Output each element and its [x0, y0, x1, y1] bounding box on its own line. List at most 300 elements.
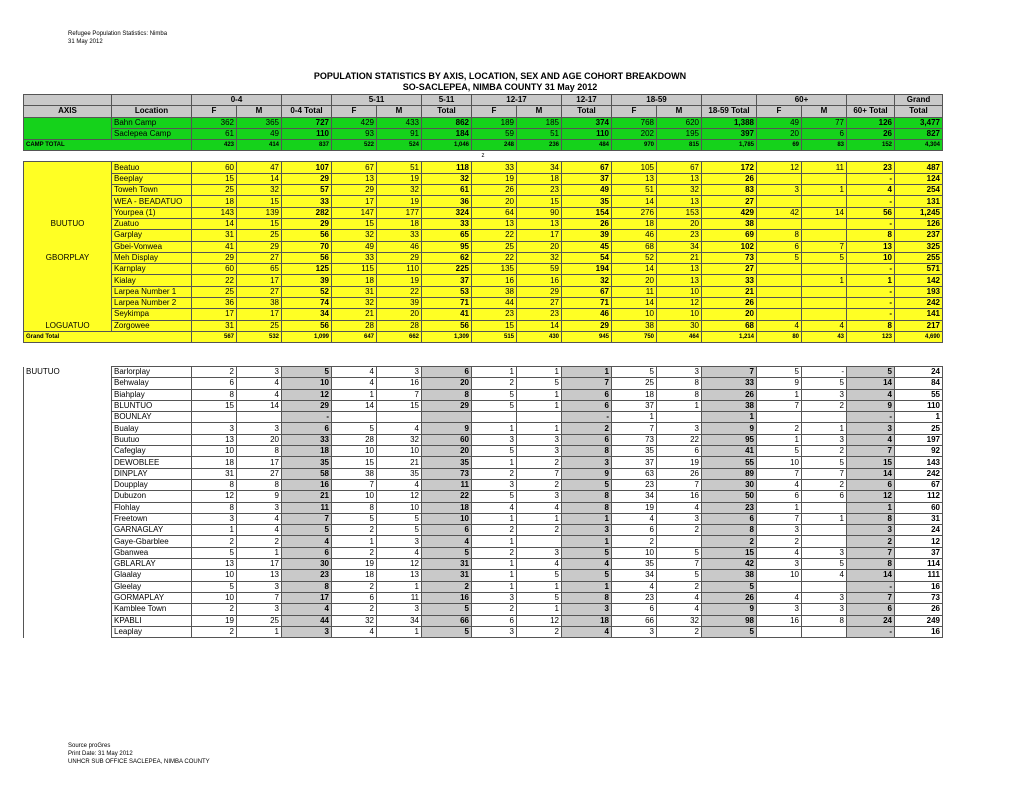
value-cell: 67: [332, 162, 377, 173]
value-cell: 23: [612, 592, 657, 603]
value-cell: 10: [612, 547, 657, 558]
value-cell: 49: [237, 128, 282, 139]
axis-cell: [24, 298, 112, 309]
value-cell: 197: [895, 434, 943, 445]
value-cell: [757, 581, 802, 592]
value-cell: 23: [517, 309, 562, 320]
value-cell: 8: [282, 581, 332, 592]
value-cell: 242: [895, 468, 943, 479]
value-cell: 29: [517, 286, 562, 297]
value-cell: 15: [332, 457, 377, 468]
value-cell: 5: [562, 479, 612, 490]
value-cell: 125: [282, 264, 332, 275]
value-cell: 38: [332, 468, 377, 479]
value-cell: 13: [472, 218, 517, 229]
value-cell: 35: [612, 446, 657, 457]
value-cell: 20: [377, 309, 422, 320]
value-cell: 35: [282, 457, 332, 468]
value-cell: 45: [562, 241, 612, 252]
value-cell: 105: [612, 162, 657, 173]
value-cell: 276: [612, 207, 657, 218]
marker-text: z: [24, 151, 943, 162]
value-cell: 8: [192, 502, 237, 513]
value-cell: 8: [657, 378, 702, 389]
value-cell: 4,690: [895, 331, 943, 342]
value-cell: 18: [332, 570, 377, 581]
value-cell: 2: [517, 479, 562, 490]
value-cell: 1: [472, 536, 517, 547]
location-cell: Kialay: [112, 275, 192, 286]
value-cell: 98: [702, 615, 757, 626]
axis-cell: [24, 457, 112, 468]
value-cell: 89: [702, 468, 757, 479]
value-cell: 152: [847, 140, 895, 151]
value-cell: 77: [802, 117, 847, 128]
value-cell: 2: [802, 446, 847, 457]
value-cell: 522: [332, 140, 377, 151]
grand-total-row: [24, 331, 943, 342]
value-cell: 202: [612, 128, 657, 139]
value-cell: 4: [757, 479, 802, 490]
value-cell: 15: [377, 400, 422, 411]
value-cell: 42: [702, 559, 757, 570]
value-cell: 34: [657, 241, 702, 252]
location-row: [24, 241, 943, 252]
value-cell: [472, 412, 517, 423]
value-cell: 3: [192, 423, 237, 434]
value-cell: 143: [895, 457, 943, 468]
report-footer: [68, 742, 210, 766]
value-cell: 23: [472, 309, 517, 320]
value-cell: 39: [562, 230, 612, 241]
value-cell: 12: [282, 389, 332, 400]
value-cell: 8: [847, 320, 895, 331]
value-cell: 1: [192, 525, 237, 536]
value-cell: 3: [757, 559, 802, 570]
location-row: [24, 604, 943, 615]
value-cell: 4,304: [895, 140, 943, 151]
location-cell: Toweh Town: [112, 185, 192, 196]
value-cell: 131: [895, 196, 943, 207]
value-cell: 52: [282, 286, 332, 297]
value-cell: 14: [517, 320, 562, 331]
axis-cell: GBORPLAY: [24, 252, 112, 263]
value-cell: 1: [517, 367, 562, 378]
header-column-row: AXIS Location F M 0-4 Total F M Total F M Total F M 18-59 Total F M 60+ Total Total: [24, 106, 943, 117]
value-cell: 37: [612, 400, 657, 411]
value-cell: 177: [377, 207, 422, 218]
value-cell: 768: [612, 117, 657, 128]
value-cell: 37: [895, 547, 943, 558]
value-cell: 8: [562, 592, 612, 603]
value-cell: 1: [332, 389, 377, 400]
value-cell: 24: [895, 367, 943, 378]
value-cell: 1: [657, 400, 702, 411]
value-cell: 4: [657, 592, 702, 603]
axis-cell: [24, 128, 112, 139]
value-cell: -: [802, 367, 847, 378]
report-source-title: Refugee Population Statistics: Nimba: [68, 31, 168, 37]
value-cell: 20: [702, 309, 757, 320]
value-cell: 31: [895, 513, 943, 524]
axis-cell: [24, 536, 112, 547]
value-cell: 16: [282, 479, 332, 490]
value-cell: 21: [702, 286, 757, 297]
value-cell: 827: [895, 128, 943, 139]
value-cell: [517, 536, 562, 547]
value-cell: 7: [237, 592, 282, 603]
value-cell: 41: [422, 309, 472, 320]
footer-print-date: Print Date: 31 May 2012: [68, 751, 133, 757]
value-cell: 24: [847, 615, 895, 626]
value-cell: 42: [757, 207, 802, 218]
value-cell: 5: [332, 513, 377, 524]
value-cell: 84: [895, 378, 943, 389]
value-cell: 2: [847, 536, 895, 547]
value-cell: [802, 412, 847, 423]
value-cell: 26: [895, 604, 943, 615]
value-cell: 15: [192, 400, 237, 411]
report-date: 31 May 2012: [68, 39, 103, 45]
axis-cell: [24, 400, 112, 411]
value-cell: 6: [332, 592, 377, 603]
value-cell: 620: [657, 117, 702, 128]
value-cell: 26: [562, 218, 612, 229]
location-cell: BLUNTUO: [112, 400, 192, 411]
value-cell: 5: [472, 400, 517, 411]
value-cell: 6: [562, 389, 612, 400]
value-cell: 3: [472, 479, 517, 490]
value-cell: -: [847, 581, 895, 592]
value-cell: 29: [237, 241, 282, 252]
value-cell: 19: [377, 275, 422, 286]
value-cell: 4: [517, 559, 562, 570]
value-cell: 71: [422, 298, 472, 309]
value-cell: 20: [757, 128, 802, 139]
axis-cell: [24, 525, 112, 536]
value-cell: 74: [282, 298, 332, 309]
value-cell: 49: [332, 241, 377, 252]
axis-cell: [24, 117, 112, 128]
value-cell: 2: [657, 525, 702, 536]
value-cell: 2: [757, 423, 802, 434]
value-cell: 153: [657, 207, 702, 218]
value-cell: 38: [702, 570, 757, 581]
value-cell: 24: [895, 525, 943, 536]
value-cell: 9: [422, 423, 472, 434]
value-cell: 44: [472, 298, 517, 309]
value-cell: 35: [612, 559, 657, 570]
value-cell: 4: [757, 320, 802, 331]
value-cell: 1: [847, 502, 895, 513]
value-cell: 3: [562, 604, 612, 615]
value-cell: 93: [332, 128, 377, 139]
value-cell: 5: [517, 378, 562, 389]
value-cell: 18: [517, 173, 562, 184]
location-row: [24, 468, 943, 479]
value-cell: 237: [895, 230, 943, 241]
location-row: [24, 309, 943, 320]
value-cell: 8: [657, 389, 702, 400]
axis-cell: [24, 173, 112, 184]
value-cell: 2: [332, 547, 377, 558]
value-cell: 20: [517, 241, 562, 252]
value-cell: 8: [562, 502, 612, 513]
value-cell: 414: [237, 140, 282, 151]
location-row: [24, 502, 943, 513]
value-cell: 39: [282, 275, 332, 286]
value-cell: 5: [282, 525, 332, 536]
value-cell: 3: [847, 423, 895, 434]
value-cell: 13: [657, 275, 702, 286]
value-cell: 1: [517, 423, 562, 434]
value-cell: 49: [757, 117, 802, 128]
value-cell: 1: [757, 434, 802, 445]
value-cell: 26: [702, 173, 757, 184]
value-cell: 18: [612, 218, 657, 229]
value-cell: 32: [332, 615, 377, 626]
value-cell: 68: [612, 241, 657, 252]
value-cell: 193: [895, 286, 943, 297]
value-cell: 945: [562, 331, 612, 342]
location-cell: Meh Display: [112, 252, 192, 263]
value-cell: 38: [472, 286, 517, 297]
value-cell: 8: [802, 615, 847, 626]
value-cell: 1,309: [422, 331, 472, 342]
axis-cell: [24, 479, 112, 490]
value-cell: 1: [895, 412, 943, 423]
value-cell: 18: [377, 218, 422, 229]
value-cell: 2: [802, 400, 847, 411]
value-cell: 56: [282, 320, 332, 331]
value-cell: 1: [237, 626, 282, 637]
value-cell: 2: [702, 536, 757, 547]
value-cell: 38: [237, 298, 282, 309]
value-cell: [517, 412, 562, 423]
value-cell: 4: [562, 626, 612, 637]
value-cell: 139: [237, 207, 282, 218]
value-cell: 14: [847, 378, 895, 389]
location-row: [24, 185, 943, 196]
value-cell: 3: [657, 423, 702, 434]
value-cell: -: [847, 173, 895, 184]
value-cell: 2: [192, 367, 237, 378]
value-cell: 1: [472, 457, 517, 468]
value-cell: -: [847, 286, 895, 297]
value-cell: 68: [702, 320, 757, 331]
value-cell: 662: [377, 331, 422, 342]
value-cell: 5: [282, 367, 332, 378]
value-cell: 6: [847, 479, 895, 490]
value-cell: 7: [847, 446, 895, 457]
value-cell: 5: [377, 525, 422, 536]
value-cell: 365: [237, 117, 282, 128]
value-cell: 8: [237, 479, 282, 490]
value-cell: 23: [612, 479, 657, 490]
value-cell: 12: [377, 559, 422, 570]
value-cell: 17: [237, 559, 282, 570]
value-cell: 254: [895, 185, 943, 196]
value-cell: 13: [657, 264, 702, 275]
value-cell: 6: [422, 367, 472, 378]
value-cell: 3: [377, 367, 422, 378]
value-cell: 374: [562, 117, 612, 128]
value-cell: [657, 412, 702, 423]
value-cell: 25: [895, 423, 943, 434]
value-cell: 20: [237, 434, 282, 445]
value-cell: 2: [472, 547, 517, 558]
value-cell: 189: [472, 117, 517, 128]
value-cell: 13: [332, 173, 377, 184]
value-cell: 60: [192, 264, 237, 275]
value-cell: 21: [282, 491, 332, 502]
value-cell: 58: [282, 468, 332, 479]
value-cell: 6: [282, 423, 332, 434]
value-cell: 3: [847, 525, 895, 536]
value-cell: 5: [332, 423, 377, 434]
group-18-59: 18-59: [612, 95, 702, 106]
value-cell: 8: [847, 230, 895, 241]
value-cell: 16: [895, 626, 943, 637]
value-cell: 51: [377, 162, 422, 173]
value-cell: 225: [422, 264, 472, 275]
value-cell: 1: [472, 559, 517, 570]
value-cell: 14: [847, 468, 895, 479]
value-cell: 5: [517, 592, 562, 603]
value-cell: 17: [237, 275, 282, 286]
value-cell: 837: [282, 140, 332, 151]
value-cell: -: [282, 412, 332, 423]
value-cell: 4: [847, 434, 895, 445]
location-row: [24, 457, 943, 468]
value-cell: 5: [802, 457, 847, 468]
location-cell: Beeplay: [112, 173, 192, 184]
value-cell: [377, 412, 422, 423]
value-cell: 2: [517, 626, 562, 637]
location-cell: Kamblee Town: [112, 604, 192, 615]
location-cell: Biahplay: [112, 389, 192, 400]
group-grand: Grand: [895, 95, 943, 106]
axis-cell: [24, 275, 112, 286]
location-cell: BOUNLAY: [112, 412, 192, 423]
value-cell: 35: [422, 457, 472, 468]
value-cell: 7: [332, 479, 377, 490]
value-cell: 3: [192, 513, 237, 524]
value-cell: [192, 412, 237, 423]
value-cell: 34: [377, 615, 422, 626]
value-cell: 3: [377, 604, 422, 615]
value-cell: 26: [702, 592, 757, 603]
value-cell: 16: [657, 491, 702, 502]
value-cell: 32: [377, 434, 422, 445]
value-cell: 10: [192, 570, 237, 581]
value-cell: [757, 309, 802, 320]
value-cell: 32: [237, 185, 282, 196]
value-cell: 34: [517, 162, 562, 173]
value-cell: 29: [282, 400, 332, 411]
value-cell: 4: [517, 502, 562, 513]
value-cell: 242: [895, 298, 943, 309]
value-cell: 433: [377, 117, 422, 128]
value-cell: 12: [192, 491, 237, 502]
location-row: [24, 536, 943, 547]
value-cell: 34: [612, 491, 657, 502]
value-cell: 236: [517, 140, 562, 151]
footer-source: Source proGres: [68, 743, 111, 749]
value-cell: [757, 626, 802, 637]
location-cell: Seykimpa: [112, 309, 192, 320]
value-cell: 19: [472, 173, 517, 184]
value-cell: 1: [472, 581, 517, 592]
value-cell: 429: [702, 207, 757, 218]
value-cell: 38: [702, 218, 757, 229]
value-cell: 110: [377, 264, 422, 275]
value-cell: 8: [237, 446, 282, 457]
value-cell: 29: [282, 218, 332, 229]
location-row: [24, 615, 943, 626]
value-cell: 55: [895, 389, 943, 400]
location-cell: Barlorplay: [112, 367, 192, 378]
value-cell: 44: [282, 615, 332, 626]
value-cell: 56: [422, 320, 472, 331]
value-cell: 46: [562, 309, 612, 320]
value-cell: 18: [422, 502, 472, 513]
value-cell: 20: [472, 196, 517, 207]
location-row: [24, 479, 943, 490]
value-cell: 1: [562, 367, 612, 378]
value-cell: [802, 286, 847, 297]
value-cell: 33: [422, 218, 472, 229]
value-cell: 38: [702, 400, 757, 411]
value-cell: 54: [562, 252, 612, 263]
value-cell: 14: [612, 264, 657, 275]
value-cell: 61: [192, 128, 237, 139]
axis-cell: [24, 468, 112, 479]
value-cell: 487: [895, 162, 943, 173]
value-cell: 19: [377, 196, 422, 207]
value-cell: 17: [237, 457, 282, 468]
value-cell: 124: [895, 173, 943, 184]
value-cell: 6: [422, 525, 472, 536]
value-cell: 4: [377, 423, 422, 434]
axis-cell: [24, 162, 112, 173]
value-cell: 56: [282, 230, 332, 241]
value-cell: 71: [562, 298, 612, 309]
value-cell: 6: [612, 525, 657, 536]
value-cell: 123: [847, 331, 895, 342]
value-cell: 4: [562, 559, 612, 570]
header-group-row: [24, 95, 943, 106]
value-cell: 26: [657, 468, 702, 479]
value-cell: 3: [657, 513, 702, 524]
axis-cell: [24, 230, 112, 241]
value-cell: 4: [332, 378, 377, 389]
value-cell: 65: [422, 230, 472, 241]
value-cell: 5: [847, 367, 895, 378]
location-cell: Zuatuo: [112, 218, 192, 229]
value-cell: 12: [657, 298, 702, 309]
axis-cell: [24, 592, 112, 603]
value-cell: 33: [377, 230, 422, 241]
value-cell: [802, 581, 847, 592]
value-cell: 36: [422, 196, 472, 207]
value-cell: 5: [192, 581, 237, 592]
value-cell: 7: [657, 559, 702, 570]
value-cell: 43: [802, 331, 847, 342]
value-cell: 7: [702, 367, 757, 378]
location-row: [24, 525, 943, 536]
value-cell: 4: [282, 536, 332, 547]
